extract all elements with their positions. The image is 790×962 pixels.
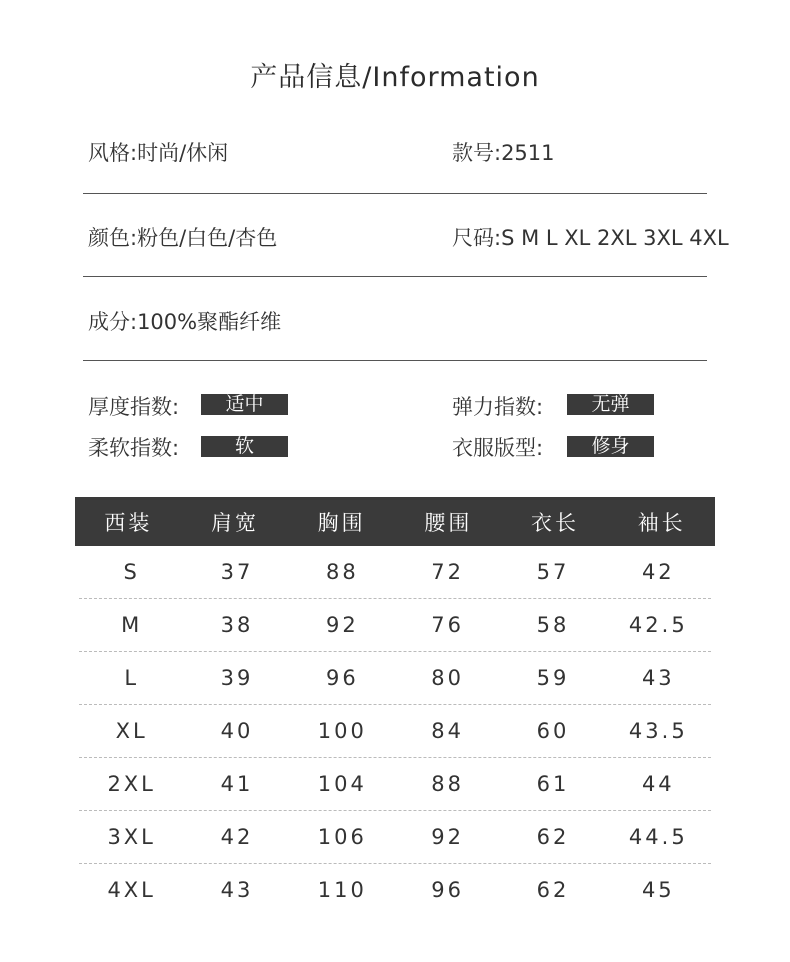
table-cell: L: [124, 666, 140, 690]
table-cell: 88: [325, 560, 359, 584]
model-info: 款号:2511: [452, 141, 555, 165]
color-info: 颜色:粉色/白色/杏色: [88, 226, 278, 250]
table-cell: 42: [641, 560, 675, 584]
table-cell: 96: [431, 878, 465, 902]
table-cell: 72: [431, 560, 465, 584]
table-cell: 42: [220, 825, 254, 849]
table-cell: XL: [115, 719, 148, 743]
size-table: [75, 497, 715, 916]
style-info: 风格:时尚/休闲: [88, 141, 229, 165]
table-cell: 84: [431, 719, 465, 743]
table-cell: 2XL: [107, 772, 156, 796]
table-cell: 41: [220, 772, 254, 796]
header-cell: 腰围: [424, 510, 473, 535]
table-row: [79, 864, 711, 916]
header-cell: 袖长: [637, 510, 686, 535]
size-table-body: [75, 546, 715, 916]
table-cell: 80: [431, 666, 465, 690]
table-cell: 43.5: [628, 719, 688, 743]
table-cell: 92: [431, 825, 465, 849]
softness-badge: 软: [201, 436, 288, 457]
softness-label: 柔软指数:: [88, 436, 180, 460]
header-cell: 衣长: [531, 510, 580, 535]
elasticity-label: 弹力指数:: [452, 395, 544, 419]
table-cell: 61: [536, 772, 570, 796]
table-row: [79, 758, 711, 811]
header-cell: 胸围: [317, 510, 366, 535]
table-cell: 104: [317, 772, 367, 796]
elasticity-badge: 无弹: [567, 394, 654, 415]
page-title: 产品信息/Information: [250, 62, 540, 93]
table-cell: 43: [220, 878, 254, 902]
fit-label: 衣服版型:: [452, 436, 544, 460]
table-cell: 92: [325, 613, 359, 637]
table-cell: 39: [220, 666, 254, 690]
table-cell: 37: [220, 560, 254, 584]
table-cell: 96: [325, 666, 359, 690]
table-cell: 3XL: [107, 825, 156, 849]
table-cell: 42.5: [628, 613, 688, 637]
table-row: [79, 811, 711, 864]
table-cell: 38: [220, 613, 254, 637]
table-cell: 60: [536, 719, 570, 743]
header-cell: 肩宽: [211, 510, 259, 535]
table-cell: 62: [536, 825, 570, 849]
size-info: 尺码:S M L XL 2XL 3XL 4XL: [452, 226, 729, 250]
table-cell: 106: [317, 825, 367, 849]
divider: [83, 276, 707, 277]
table-cell: 44: [641, 772, 675, 796]
table-row: [79, 652, 711, 705]
table-row: [79, 546, 711, 599]
header-cell: 西装: [104, 510, 153, 535]
table-cell: 100: [317, 719, 367, 743]
size-table-header: [75, 497, 715, 546]
table-row: [79, 705, 711, 758]
table-cell: 40: [220, 719, 254, 743]
table-cell: 59: [536, 666, 570, 690]
table-row: [79, 599, 711, 652]
fit-badge: 修身: [567, 436, 654, 457]
table-cell: M: [121, 613, 143, 637]
material-info: 成分:100%聚酯纤维: [88, 310, 282, 334]
table-cell: 62: [536, 878, 570, 902]
thickness-label: 厚度指数:: [88, 395, 180, 419]
table-cell: S: [123, 560, 140, 584]
table-cell: 110: [317, 878, 367, 902]
table-cell: 45: [641, 878, 675, 902]
thickness-badge: 适中: [201, 394, 288, 415]
divider: [83, 360, 707, 361]
table-cell: 4XL: [107, 878, 156, 902]
table-cell: 57: [536, 560, 570, 584]
table-cell: 43: [641, 666, 675, 690]
divider: [83, 193, 707, 194]
table-cell: 76: [431, 613, 465, 637]
table-cell: 44.5: [628, 825, 688, 849]
table-cell: 88: [431, 772, 465, 796]
table-cell: 58: [536, 613, 570, 637]
